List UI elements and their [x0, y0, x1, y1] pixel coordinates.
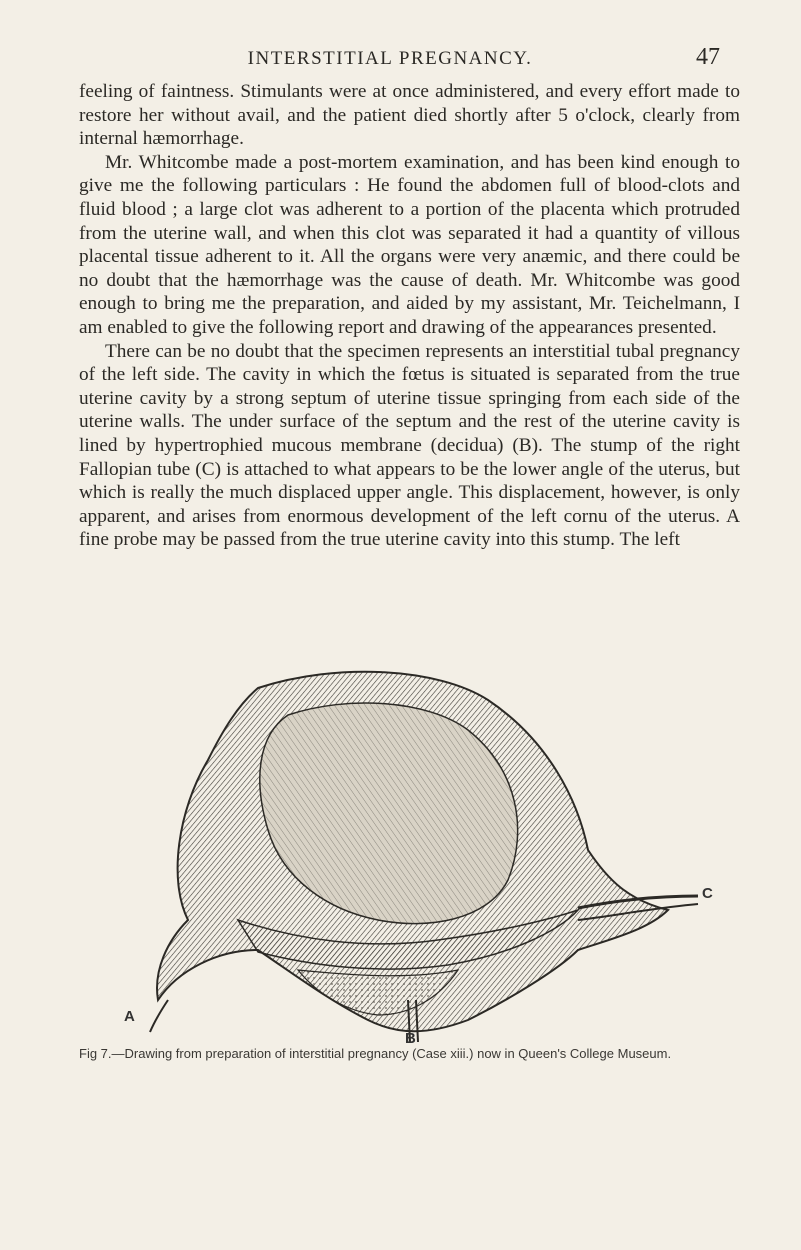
paragraph-1: feeling of faintness. Stimulants were at once administered, and every effort made to restore her without avail, and the patient died shortly after 5 o'clock, clearly from internal hæmorrhage. [79, 81, 740, 150]
paragraph-2: Mr. Whitcombe made a post-mortem examination, and has been kind enough to give me the following particulars : He found the abdomen full of blood-clots and fluid blood ; a large clot was adherent to a portion of the placenta which protruded from the uterine wall, and when this clot was separated it had a quantity of villous placental tissue adherent to it. All the organs were very anæmic, and there could be no doubt that the hæmorrhage was the cause of death. Mr. Whitcombe was good enough to bring me the preparation, and aided by my assistant, Mr. Teichelmann, I am enabled to give the following report and drawing of the appearances presented. [79, 151, 740, 338]
label-a: A [124, 1008, 135, 1025]
uterus-drawing [108, 670, 748, 1045]
running-title: INTERSTITIAL PREGNANCY. [247, 48, 533, 69]
body-text [79, 80, 740, 552]
paragraph-3: There can be no doubt that the specimen represents an interstitial tubal pregnancy of the left side. The cavity in which the fœtus is situated is separated from the true uterine cavity by a strong septum of uterine tissue springing from each side of the uterine walls. The under surface of the septum and the rest of the uterine cavity is lined by hypertrophied mucous membrane (decidua) (B). The stump of the right Fallopian tube (C) is attached to what appears to be the lower angle of the uterus, but which is really the much displaced upper angle. This displacement, however, is only apparent, and arises from enormous development of the left cornu of the uterus. A fine probe may be passed from the true uterine cavity into this stump. The left [79, 340, 740, 551]
running-header [60, 44, 720, 78]
label-b: B [405, 1030, 416, 1047]
label-c: C [702, 885, 713, 902]
specimen-figure [108, 670, 748, 1045]
figure-caption: Fig 7.—Drawing from preparation of interstitial pregnancy (Case xiii.) now in Queen's College Museum. [79, 1046, 672, 1061]
page-number: 47 [696, 44, 720, 70]
